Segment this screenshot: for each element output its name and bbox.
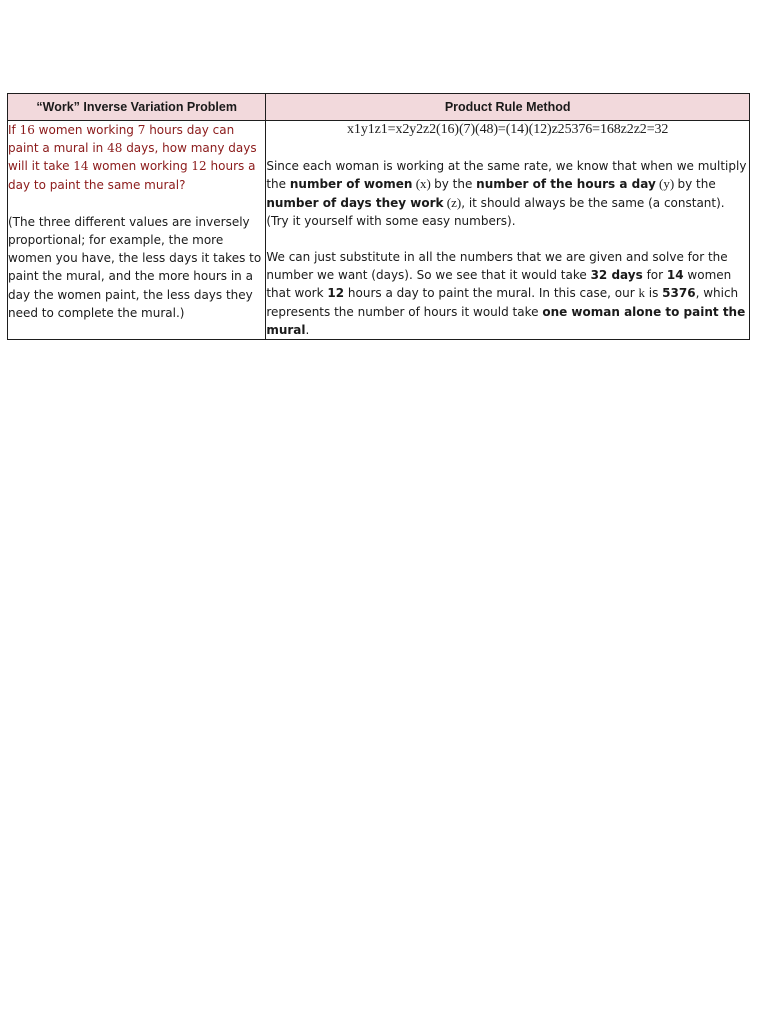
problem-number: 48	[107, 141, 123, 156]
header-inverse-variation: “Work” Inverse Variation Problem	[8, 94, 266, 121]
explanation-bold: number of days they work	[266, 195, 444, 210]
problem-text: hours day can paint a mural in	[8, 123, 235, 156]
explanation-bold: one woman alone to paint the mural	[266, 304, 746, 337]
problem-number: 16	[19, 123, 35, 137]
explanation-text: hours a day to paint the mural. In this case, our	[344, 286, 639, 301]
solution-paragraph	[266, 248, 749, 339]
proportionality-note: (The three different values are inversely proportional; for example, the more women you have, the less days it takes to paint the mural, and the more hours in a day the women paint, the less days they need to complete the mural.)	[8, 214, 262, 320]
problem-text: women working	[88, 159, 192, 174]
explanation-text: .	[305, 322, 310, 337]
explanation-text: by the	[677, 177, 716, 192]
table-row	[8, 121, 750, 340]
variable-label: (z)	[443, 194, 462, 210]
header-product-rule: Product Rule Method	[266, 94, 750, 121]
explanation-bold: 5376	[662, 286, 696, 301]
problem-cell	[8, 121, 266, 340]
problem-number: 14	[73, 159, 89, 174]
table-header-row	[8, 94, 750, 121]
explanation-bold: 12	[327, 286, 345, 301]
explanation-text: , it should always be the same (a constant). (Try it yourself with some easy numbers).	[266, 195, 725, 228]
explanation-bold: number of the hours a day	[476, 177, 656, 192]
variable-label: (x)	[412, 176, 435, 192]
explanation-text: women that work	[266, 268, 732, 301]
explanation-text: by the	[434, 177, 477, 192]
explanation-paragraph	[266, 157, 749, 230]
explanation-text: for	[642, 268, 667, 283]
work-problem-table	[7, 93, 750, 340]
constant-k: k	[638, 285, 645, 301]
problem-text: days, how many days will it take	[8, 141, 257, 174]
problem-statement	[8, 121, 265, 194]
explanation-bold: 14	[666, 268, 684, 283]
method-cell	[266, 121, 750, 340]
product-rule-equation: x1y1z1=x2y2z2(16)(7)(48)=(14)(12)z25376=168z2z2=32	[347, 122, 669, 137]
explanation-bold: number of women	[289, 177, 413, 192]
problem-number: 7	[137, 123, 146, 137]
explanation-text: , which represents the number of hours it would take	[266, 286, 739, 319]
problem-text: If	[8, 123, 20, 137]
explanation-text: Since each woman is working at the same rate, we know that when we multiply the	[266, 159, 747, 192]
problem-text: women working	[34, 123, 138, 137]
variable-label: (y)	[655, 176, 678, 192]
problem-number: 12	[191, 159, 207, 174]
explanation-text: is	[644, 286, 663, 301]
explanation-bold: 32 days	[590, 268, 643, 283]
explanation-text: We can just substitute in all the numbers that we are given and solve for the number we want (days). So we see that it would take	[266, 250, 728, 283]
problem-text: hours a day to paint the same mural?	[8, 159, 256, 192]
